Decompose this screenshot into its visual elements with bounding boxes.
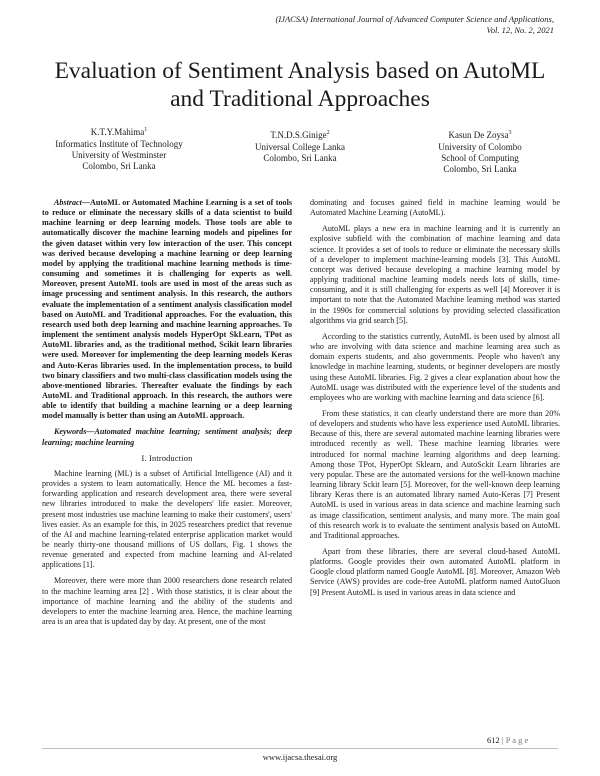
page-number: 612 | P a g e — [487, 735, 529, 745]
author-name: T.N.D.S.Ginige$^2$ — [270, 130, 330, 140]
abstract — [42, 198, 292, 421]
journal-name: (IJACSA) International Journal of Advanced Computer Science and Applications, — [275, 14, 554, 24]
journal-volume: Vol. 12, No. 2, 2021 — [486, 25, 554, 35]
author-name: Kasun De Zoysa$^3$ — [448, 130, 512, 140]
author-affiliation: Informatics Institute of Technology — [55, 139, 183, 149]
author-1 — [44, 125, 194, 172]
author-3 — [405, 128, 555, 175]
author-affiliation: Universal College Lanka — [255, 142, 345, 152]
paragraph: Machine learning (ML) is a subset of Artificial Intelligence (AI) and it provides a system to learn automatically. Hence the ML becomes a fast-forwarding application and research development area, there were several new libraries introduced to make the developers' life easier. Moreover, present most industries use machine learning to make their customers', users' lives easier. As an example for this, in 2025 researchers predict that revenue of the AI and machine learning-related enterprise application market would be nearly thirty-one thousand millions of US dollars, Fig. 1 shows the revenue generated and expected from machine learning and AI-related applications [1]. — [42, 468, 292, 570]
paragraph: From these statistics, it can clearly understand there are more than 20% of developers and students who have less experience used AutoML libraries. Because of this, there are several automated machine learning libraries were introduced recently as well. These machine learning libraries were introduced for normal machine learning algorithms and deep learning. Among those TPot, HyperOpt Sklearn, and AutoSckit Learn libraries are very popular. These are the automated versions for the well-known machine learning library Sckit learn [5]. Moreover, for the well-known deep learning library Keras there is an automated library named Auto-Keras [7] Present AutoML is used in various areas in data science and machine learning such as image classification, sentiment analysis, and many more. The main goal of this research work is to evaluate the sentiment analysis based on AutoML and Traditional approaches. — [310, 408, 560, 540]
title-line-2: and Traditional Approaches — [170, 86, 430, 112]
abstract-text: —AutoML or Automated Machine Learning is a set of tools to reduce or eliminate the necessary skills of a data scientist to build machine learning or deep learning models. Those tools are able to automatically discover the machine learning models and pipelines for the given dataset within very low interaction of the user. This concept was derived because developing a machine learning or deep learning model by applying the traditional machine learning methods is time-consuming and sometimes it is challenging for experts as well. Moreover, present AutoML tools are used in most of the areas such as image processing and sentiment analysis. In this research, the authors evaluate the implementation of a sentiment analysis classification model based on AutoML and Traditional approaches. For the evaluation, this research used both deep learning and machine learning approaches. To implement the sentiment analysis models HyperOpt SkLearn, TPot as AutoML libraries and, as the traditional method, Scikit learn libraries were used. Moreover for implementing the deep learning models Keras and Auto-Keras libraries used. In the implementation process, to build two binary classifiers and two multi-class classification models using the above-mentioned libraries. Thereafter evaluate the findings by each AutoML and Traditional approach. In this research, the authors were able to identify that building a machine learning or a deep learning model manually is better than using an AutoML approach. — [42, 198, 292, 421]
author-affiliation: University of Colombo — [438, 142, 522, 152]
section-heading: I. Introduction — [141, 453, 193, 463]
author-affiliation: Colombo, Sri Lanka — [82, 161, 156, 171]
footer-url[interactable]: www.ijacsa.thesai.org — [262, 752, 338, 762]
keywords-text: —Automated machine learning; sentiment analysis; deep learning; machine learning — [42, 427, 292, 447]
keywords — [42, 427, 292, 447]
left-column — [42, 198, 292, 633]
author-affiliation: University of Westminster — [71, 150, 167, 160]
author-affiliation: Colombo, Sri Lanka — [263, 153, 337, 163]
paragraph: dominating and focuses gained field in machine learning would be Automated Machine Learning (AutoML). — [310, 198, 560, 218]
paragraph: Apart from these libraries, there are several cloud-based AutoML platforms. Google provides their own automated AutoML platform in Google cloud platform named Google AutoML [8]. Moreover, Amazon Web Service (AWS) provides are code-free AutoML platform named AutoGluon [9] Present AutoML is used in various areas in data science and — [310, 547, 560, 597]
paper-title — [40, 57, 560, 113]
keywords-label: Keywords — [54, 427, 87, 437]
paragraph: Moreover, there were more than 2000 researchers done research related to the machine learning area [2] . With those statistics, it is clear about the importance of machine learning and the ability of the students and developers to enter the machine learning area. Hence, the machine learning area is an area that is updated day by day. At present, one of the most — [42, 576, 292, 627]
paragraph: According to the statistics currently, AutoML is been used by almost all who are involving with data science and machine learning area such as domain experts students, and also governments. People who haven't any knowledge in machine learning, students, or beginner developers are mostly using these AutoML libraries. Fig. 2 gives a clear explanation about how the AutoML usage was distributed with the experience level of the students and employees who are working with machine learning and data science [6]. — [310, 331, 560, 402]
footer-rule — [42, 748, 558, 749]
abstract-label: Abstract — [54, 198, 82, 207]
author-name: K.T.Y.Mahima$^1$ — [90, 127, 148, 137]
title-line-1: Evaluation of Sentiment Analysis based on AutoML — [54, 58, 546, 84]
journal-header — [194, 14, 554, 36]
page-label: P a g e — [505, 735, 529, 745]
right-column — [310, 198, 560, 604]
paragraph: AutoML plays a new era in machine learning and it is currently an explosive subfield with the combination of machine learning and data science. It provides a set of tools to reduce or eliminate the necessary skills of a developer to implement machine-learning models [3]. This AutoML concept was derived because developing a machine learning model by applying traditional machine learning models needs lots of skills, time-consuming, and it is still challenging for experts as well [4] Moreover it is important to note that the Automated Machine learning method was started in the 1990s for commercial solutions by providing selected classification algorithms via grid search [5]. — [310, 224, 560, 325]
author-2 — [225, 128, 375, 164]
author-affiliation: School of Computing — [441, 153, 519, 163]
author-affiliation: Colombo, Sri Lanka — [443, 164, 517, 174]
